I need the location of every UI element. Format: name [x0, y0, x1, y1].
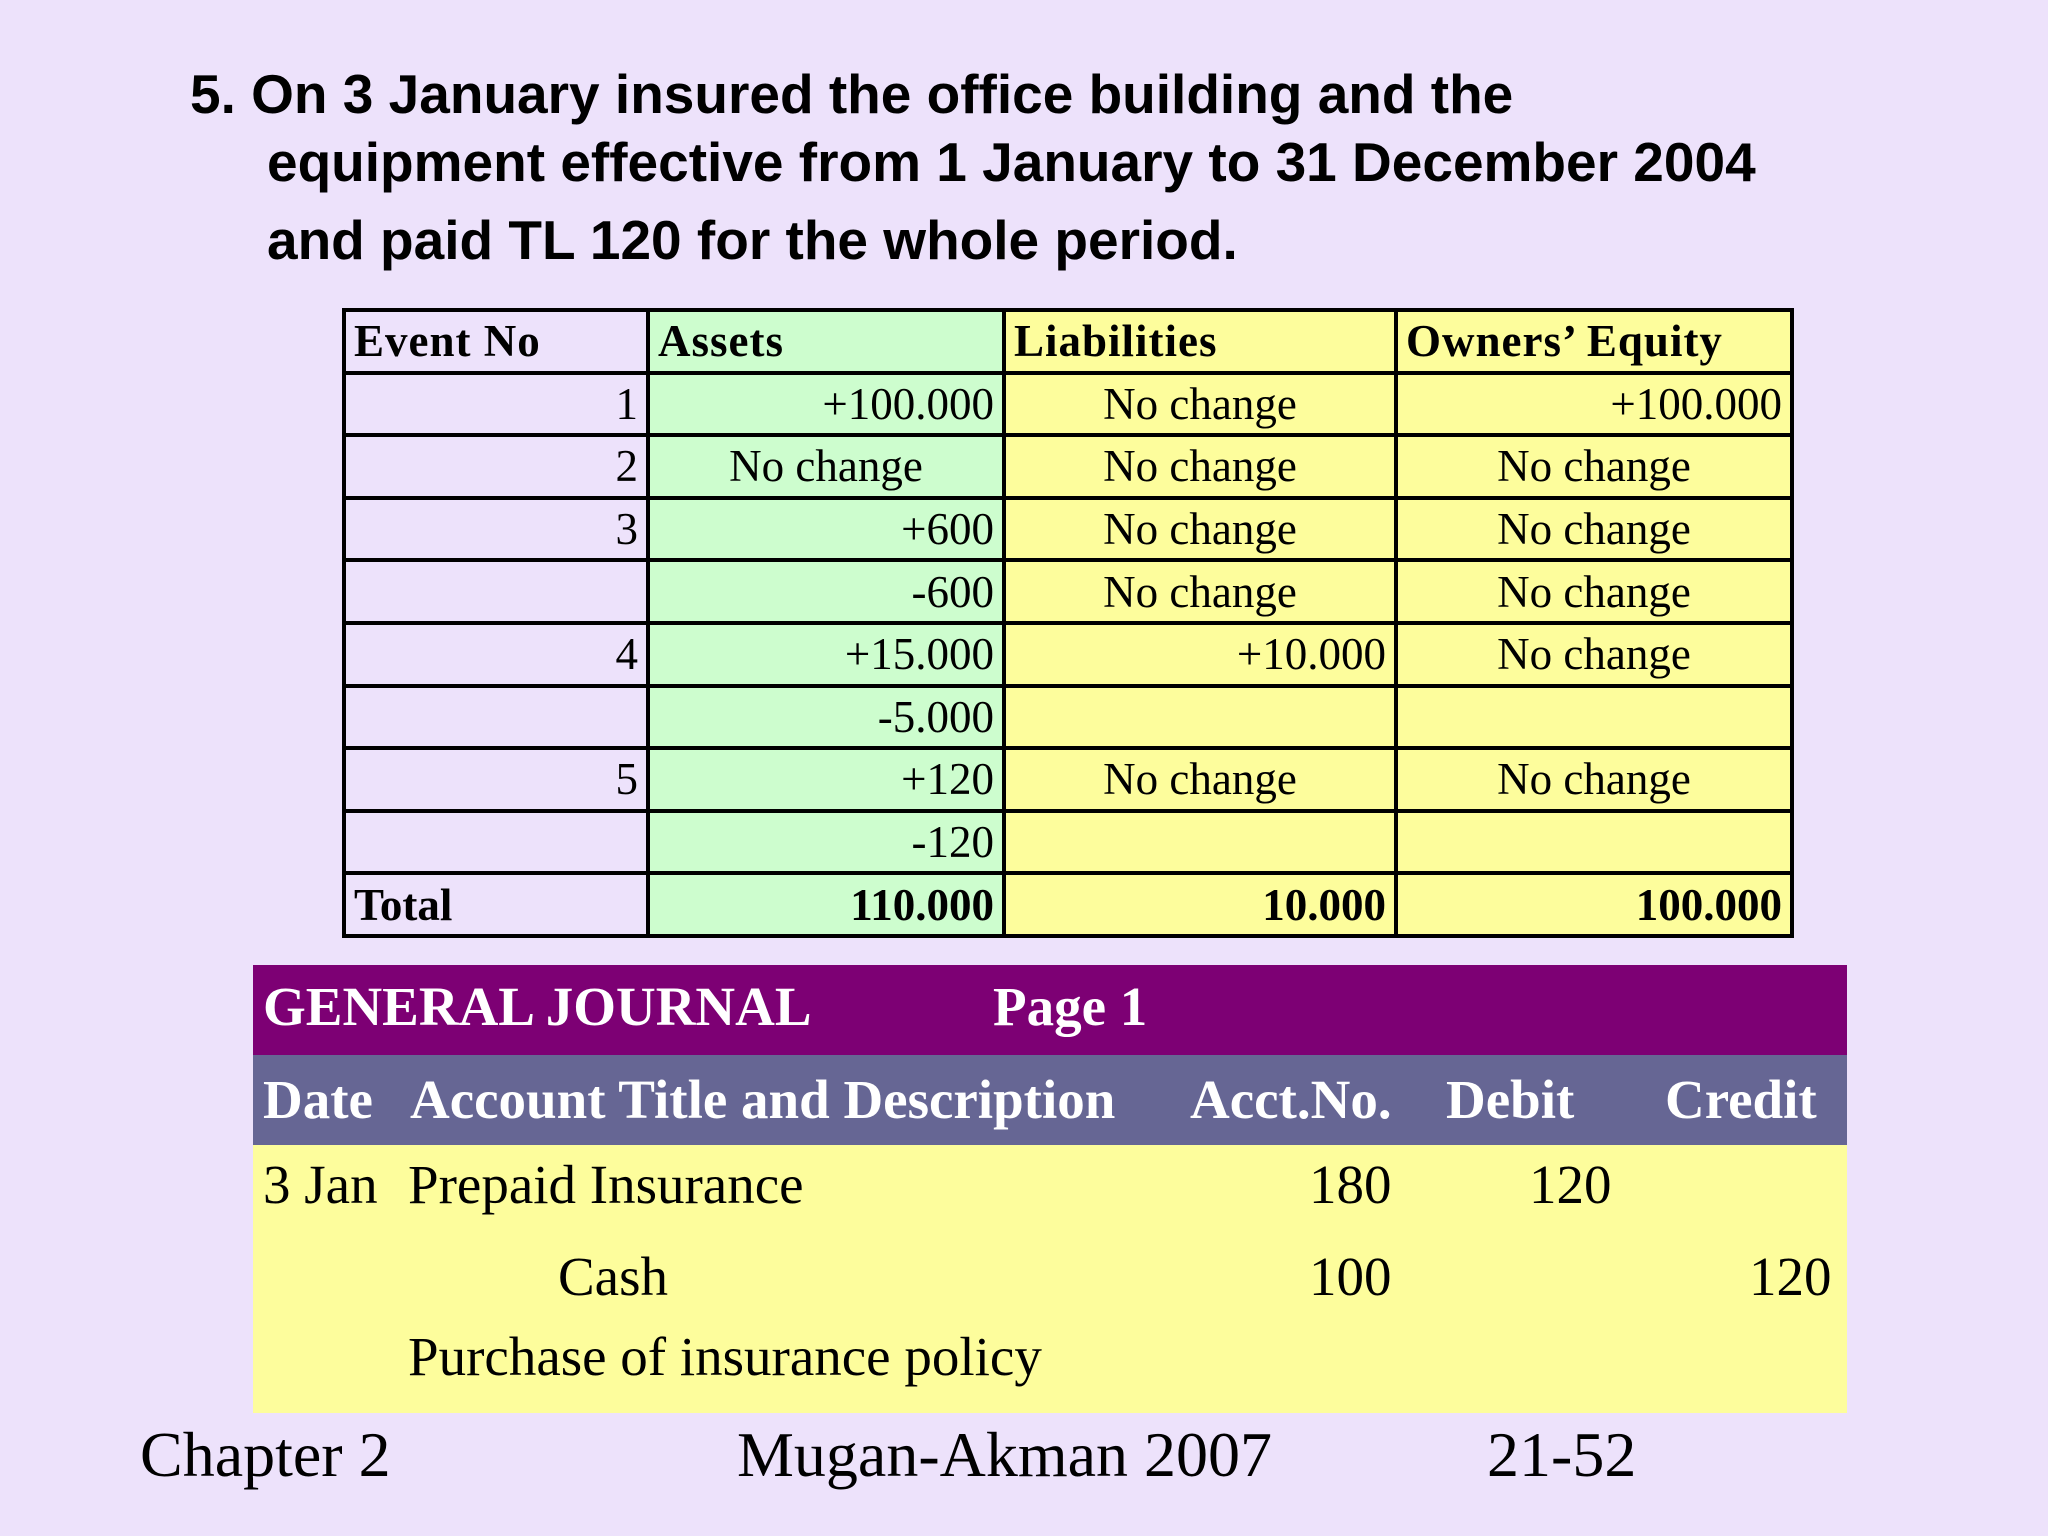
heading-line-1: 5. On 3 January insured the office building and the — [190, 63, 1514, 125]
assets-cell: +120 — [648, 748, 1004, 811]
column-account: Account Title and Description — [410, 1069, 1116, 1130]
column-debit: Debit — [1446, 1069, 1575, 1130]
footer-author: Mugan-Akman 2007 — [737, 1419, 1273, 1490]
assets-cell: +600 — [648, 498, 1004, 561]
table-header-row — [344, 310, 1792, 373]
event-cell — [344, 811, 648, 874]
total-assets: 110.000 — [648, 873, 1004, 936]
journal-title-bar — [253, 965, 1847, 1055]
equity-cell: No change — [1396, 498, 1792, 561]
footer-slide-number: 21-52 — [1487, 1419, 1637, 1490]
event-cell — [344, 686, 648, 749]
liabilities-cell: No change — [1004, 748, 1396, 811]
assets-cell: -5.000 — [648, 686, 1004, 749]
table-row — [344, 623, 1792, 686]
debit-amount: 120 — [1529, 1154, 1612, 1215]
debit-acct-no: 180 — [1309, 1154, 1392, 1215]
table-row — [344, 811, 1792, 874]
header-liabilities: Liabilities — [1004, 310, 1396, 373]
total-liabilities: 10.000 — [1004, 873, 1396, 936]
liabilities-cell: No change — [1004, 373, 1396, 436]
total-equity: 100.000 — [1396, 873, 1792, 936]
credit-account: Cash — [558, 1246, 668, 1307]
assets-cell: No change — [648, 435, 1004, 498]
accounting-equation-table — [342, 308, 1794, 938]
liabilities-cell — [1004, 811, 1396, 874]
assets-cell: -600 — [648, 560, 1004, 623]
journal-entry — [253, 1145, 1847, 1413]
table-row — [344, 373, 1792, 436]
event-cell: 1 — [344, 373, 648, 436]
equity-cell — [1396, 811, 1792, 874]
liabilities-cell — [1004, 686, 1396, 749]
header-event-no: Event No — [344, 310, 648, 373]
event-cell: 4 — [344, 623, 648, 686]
equity-cell: +100.000 — [1396, 373, 1792, 436]
column-date: Date — [263, 1069, 373, 1130]
assets-cell: +100.000 — [648, 373, 1004, 436]
entry-date: 3 Jan — [263, 1154, 378, 1215]
table-row — [344, 560, 1792, 623]
liabilities-cell: No change — [1004, 560, 1396, 623]
liabilities-cell: +10.000 — [1004, 623, 1396, 686]
event-cell: 2 — [344, 435, 648, 498]
footer-chapter: Chapter 2 — [140, 1419, 391, 1490]
journal-title: GENERAL JOURNAL — [263, 976, 812, 1037]
header-assets: Assets — [648, 310, 1004, 373]
column-acct-no: Acct.No. — [1190, 1069, 1392, 1130]
assets-cell: +15.000 — [648, 623, 1004, 686]
table-row — [344, 748, 1792, 811]
heading-line-2: equipment effective from 1 January to 31 December 2004 — [267, 131, 1756, 193]
liabilities-cell: No change — [1004, 498, 1396, 561]
general-journal — [253, 965, 1847, 1413]
assets-cell: -120 — [648, 811, 1004, 874]
credit-amount: 120 — [1749, 1246, 1832, 1307]
journal-page: Page 1 — [993, 976, 1148, 1037]
slide-heading — [190, 60, 1990, 274]
total-label: Total — [344, 873, 648, 936]
total-row — [344, 873, 1792, 936]
entry-description: Purchase of insurance policy — [408, 1326, 1042, 1387]
equity-cell: No change — [1396, 748, 1792, 811]
table-row — [344, 435, 1792, 498]
heading-line-3: and paid TL 120 for the whole period. — [267, 209, 1238, 271]
equity-cell: No change — [1396, 623, 1792, 686]
event-cell: 5 — [344, 748, 648, 811]
header-owners-equity: Owners’ Equity — [1396, 310, 1792, 373]
event-cell — [344, 560, 648, 623]
equity-cell: No change — [1396, 435, 1792, 498]
event-cell: 3 — [344, 498, 648, 561]
equity-cell — [1396, 686, 1792, 749]
equity-cell: No change — [1396, 560, 1792, 623]
table-row — [344, 686, 1792, 749]
credit-acct-no: 100 — [1309, 1246, 1392, 1307]
debit-account: Prepaid Insurance — [408, 1154, 804, 1215]
liabilities-cell: No change — [1004, 435, 1396, 498]
journal-column-headers — [253, 1055, 1847, 1145]
table-row — [344, 498, 1792, 561]
column-credit: Credit — [1665, 1069, 1817, 1130]
